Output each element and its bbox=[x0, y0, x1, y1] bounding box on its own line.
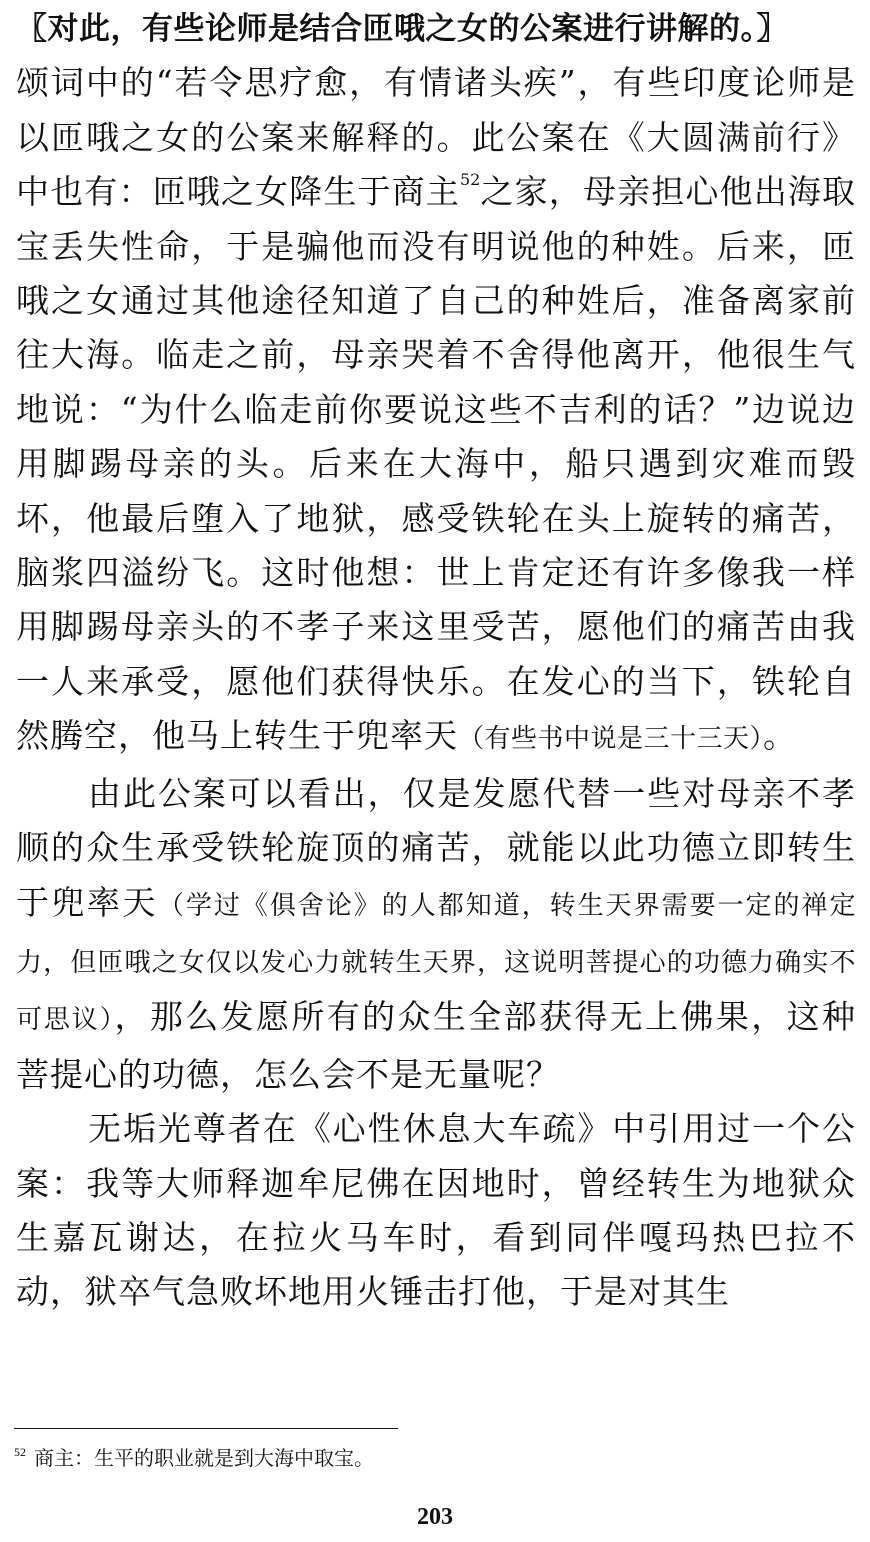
inline-note: （有些书中说是三十三天） bbox=[458, 724, 764, 755]
paragraph-text: 之家，母亲担心他出海取宝丢失性命，于是骗他而没有明说他的种姓。后来，匝哦之女通过其他途径知道了自己的种姓后，准备离家前往大海。临走之前，母亲哭着不舍得他离开，他很生气地说：“为什么临走前你要说这些不吉利的话？”边说边用脚踢母亲的头。后来在大海中，船只遇到灾难而毁坏，他最后堕入了地狱，感受铁轮在头上旋转的痛苦，脑浆四溢纷飞。这时他想：世上肯定还有许多像我一样用脚踢母亲头的不孝子来这里受苦，愿他们的痛苦由我一人来承受，愿他们获得快乐。在发心的当下，铁轮自然腾空，他马上转生于兜率天 bbox=[16, 172, 857, 756]
inline-note: （学过《俱舍论》的人都知道，转生天界需要一定的禅定力，但匝哦之女仅以发心力就转生天界，这说明菩提心的功德力确实不可思议） bbox=[16, 890, 856, 1036]
footnote bbox=[14, 1444, 854, 1474]
section-heading: 〖对此，有些论师是结合匝哦之女的公案进行讲解的。〗 bbox=[16, 11, 788, 47]
page-number: 203 bbox=[417, 1504, 453, 1530]
paragraph-text: 。 bbox=[763, 716, 798, 756]
paragraph-text: ，那么发愿所有的众生全部获得无上佛果，这种菩提心的功德，怎么会不是无量呢？ bbox=[16, 997, 856, 1094]
paragraph-text: 颂词中的“若令思疗愈，有情诸头疾”，有些印度论师是以匝哦之女的公案来解释的。此公案在《大圆满前行》中也有：匝哦之女降生于商主 bbox=[16, 63, 856, 212]
footnote-text: 商主：生平的职业就是到大海中取宝。 bbox=[34, 1448, 374, 1470]
footnote-divider bbox=[14, 1428, 398, 1429]
paragraph-second-story: 无垢光尊者在《心性休息大车疏》中引用过一个公案：我等大师释迦牟尼佛在因地时，曾经转生为地狱众生嘉瓦谢达，在拉火马车时，看到同伴嘎玛热巴拉不动，狱卒气急败坏地用火锤击打他，于是对其生 bbox=[16, 1109, 856, 1312]
main-text bbox=[16, 2, 856, 1320]
paragraph-analysis bbox=[16, 767, 856, 1102]
footnote-number: 52 bbox=[14, 1445, 26, 1459]
paragraph-story bbox=[16, 56, 856, 766]
paragraph-text: 由此公案可以看出，仅是发愿代替一些对母亲不孝顺的众生承受铁轮旋顶的痛苦，就能以此功德立即转生于兜率天 bbox=[16, 773, 856, 922]
footnote-reference[interactable]: 52 bbox=[459, 170, 481, 190]
